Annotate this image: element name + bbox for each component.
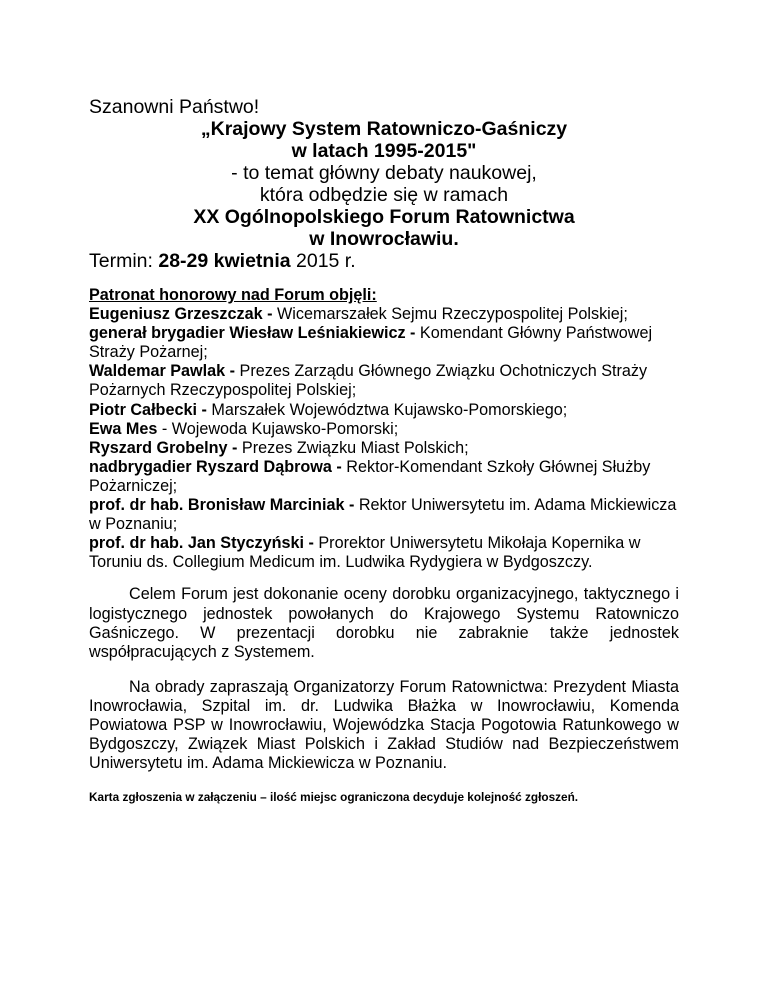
patronage-heading: Patronat honorowy nad Forum objęli: [89, 286, 377, 304]
title-line-1: „Krajowy System Ratowniczo-Gaśniczy [200, 118, 568, 140]
forum-goal-paragraph: Celem Forum jest dokonanie oceny dorobku organizacyjnego, taktycznego i logistycznego jednostek powołanych do Krajowego Systemu Ratowniczo Gaśniczego. W prezentacji dorobku nie zabraknie także jednostek współpracujących z Systemem. [89, 585, 679, 661]
patron-name: Piotr Całbecki - [89, 400, 207, 419]
patron-role: Wicemarszałek Sejmu Rzeczypospolitej Polskiej; [272, 305, 628, 324]
termin-label: Termin: [89, 250, 159, 272]
patron-name: prof. dr hab. Jan Styczyński - [89, 534, 314, 553]
title-line-2: w latach 1995-2015" [291, 140, 477, 162]
patron-role: Prorektor Uniwersytetu Mikołaja Kopernika w Toruniu ds. Collegium Medicum im. Ludwika Rydygiera w Bydgoszczy. [89, 534, 641, 572]
patron-name: Eugeniusz Grzeszczak - [89, 305, 273, 324]
patron-name: generał brygadier Wiesław Leśniakiewicz - [89, 324, 416, 343]
termin-year: 2015 r. [290, 250, 356, 272]
patron-role: Komendant Główny Państwowej Straży Pożarnej; [89, 324, 653, 362]
greeting: Szanowni Państwo! [89, 96, 260, 118]
patron-name: Ewa Mes [89, 419, 158, 438]
patron-role: - Wojewoda Kujawsko-Pomorski; [157, 419, 399, 438]
patron-entry [89, 401, 679, 420]
document-content [89, 96, 679, 816]
title-line-6: w Inowrocławiu. [309, 228, 459, 250]
patron-name: nadbrygadier Ryszard Dąbrowa - [89, 457, 342, 476]
title-line-3: - to temat główny debaty naukowej, [231, 162, 537, 184]
title-line-5: XX Ogólnopolskiego Forum Ratownictwa [193, 206, 575, 228]
patron-entry [89, 496, 679, 534]
patron-role: Rektor-Komendant Szkoły Głównej Służby Pożarniczej; [89, 457, 651, 495]
patron-entry [89, 458, 679, 496]
patron-name: Ryszard Grobelny - [89, 438, 238, 457]
patronage-section [89, 286, 679, 572]
patron-role: Prezes Związku Miast Polskich; [237, 438, 469, 457]
patron-name: Waldemar Pawlak - [89, 362, 236, 381]
title-line-4: która odbędzie się w ramach [259, 184, 509, 206]
patron-entry [89, 439, 679, 458]
patron-name: prof. dr hab. Bronisław Marciniak - [89, 496, 355, 515]
patron-role: Prezes Zarządu Głównego Związku Ochotniczych Straży Pożarnych Rzeczypospolitej Polskiej; [89, 362, 648, 400]
patron-entry [89, 324, 679, 362]
registration-note: Karta zgłoszenia w załączeniu – ilość miejsc ograniczona decyduje kolejność zgłoszeń. [89, 789, 579, 804]
patron-entry [89, 305, 679, 324]
event-title-block [89, 118, 679, 250]
organizers-paragraph: Na obrady zapraszają Organizatorzy Forum Ratownictwa: Prezydent Miasta Inowrocławia, Szpital im. dr. Ludwika Błażka w Inowrocławiu, Komenda Powiatowa PSP w Inowrocławiu, Wojewódzka Stacja Pogotowia Ratunkowego w Bydgoszczy, Związek Miast Polskich i Zakład Studiów nad Bezpieczeństwem Uniwersytetu im. Adama Mickiewicza w Poznaniu. [89, 677, 679, 773]
event-date [89, 250, 679, 272]
patron-entry [89, 534, 679, 572]
patron-entry [89, 420, 679, 439]
patron-role: Rektor Uniwersytetu im. Adama Mickiewicza w Poznaniu; [89, 496, 677, 534]
termin-dates: 28-29 kwietnia [158, 250, 291, 272]
patron-role: Marszałek Województwa Kujawsko-Pomorskiego; [206, 400, 568, 419]
patron-entry [89, 362, 679, 400]
